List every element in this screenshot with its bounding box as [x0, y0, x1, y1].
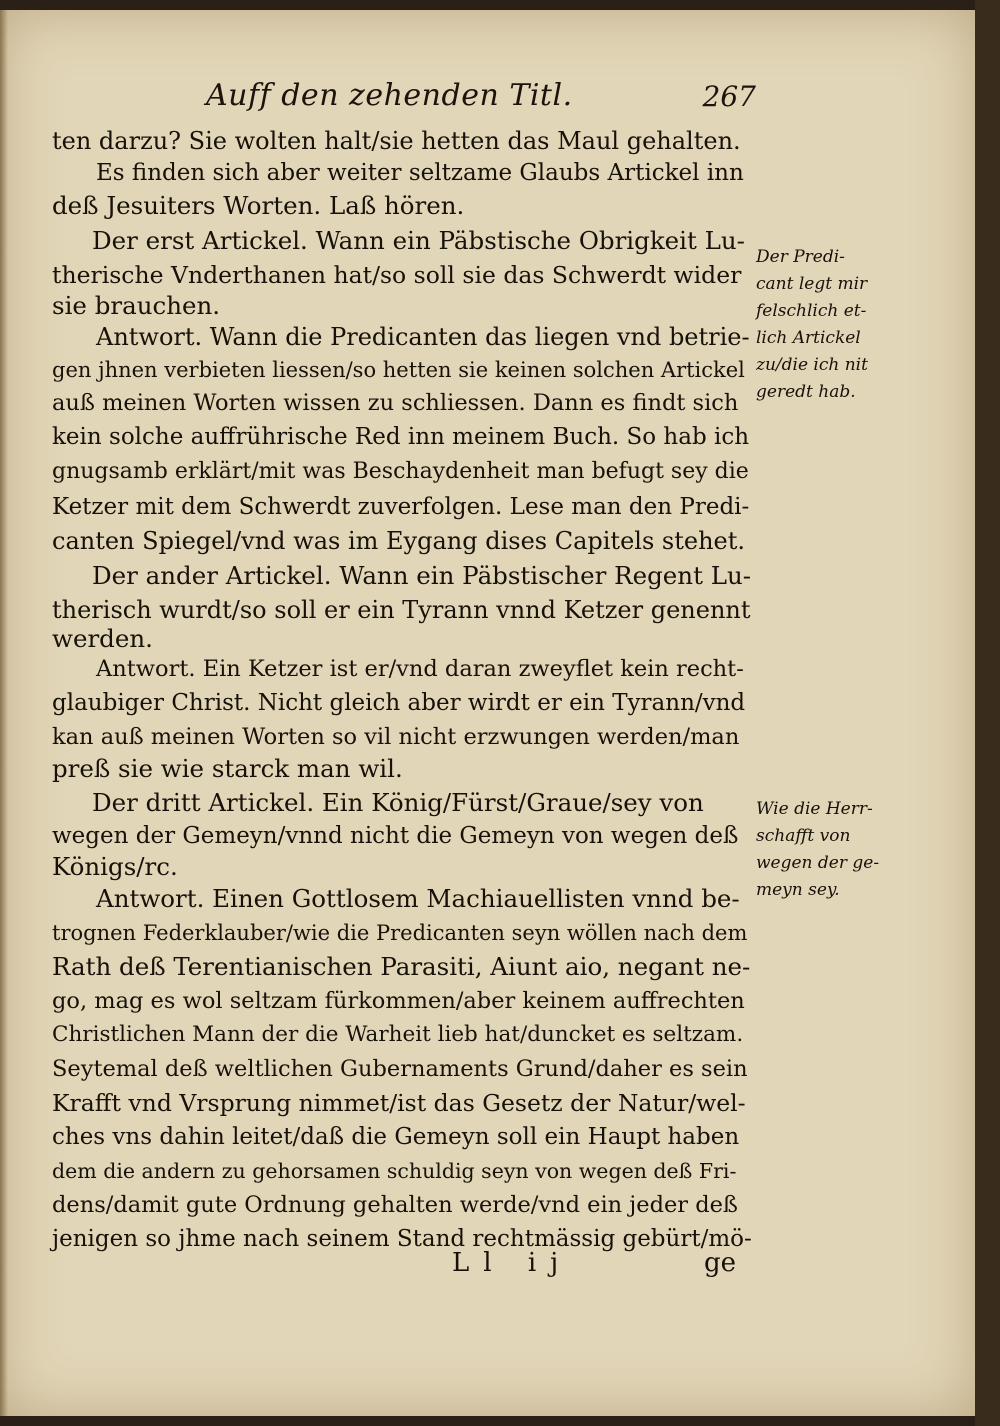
running-title: Auff den zehenden Titl.	[206, 78, 573, 113]
marginal-note-line: Der Predi-	[756, 247, 845, 267]
text-line: ches vns dahin leitet/daß die Gemeyn soll ein Haupt haben	[52, 1124, 740, 1150]
marginal-note-line: wegen der ge-	[756, 853, 880, 873]
text-line: Der ander Artickel. Wann ein Päbstischer Regent Lu-	[92, 561, 752, 590]
text-line: gnugsamb erklärt/mit was Beschaydenheit man befugt sey die	[52, 459, 749, 484]
text-line: dem die andern zu gehorsamen schuldig seyn von wegen deß Fri-	[52, 1159, 737, 1183]
text-line: Krafft vnd Vrsprung nimmet/ist das Gesetz der Natur/wel-	[52, 1089, 746, 1117]
text-line: Antwort. Wann die Predicanten das liegen vnd betrie-	[96, 323, 750, 351]
text-line: Der erst Artickel. Wann ein Päbstische Obrigkeit Lu-	[92, 226, 745, 255]
scan-background-edge	[975, 0, 1000, 1426]
text-line: therische Vnderthanen hat/so soll sie das Schwerdt wider	[52, 261, 742, 289]
text-line: sie brauchen.	[52, 291, 221, 320]
marginal-note-line: cant legt mir	[756, 274, 868, 294]
page-header	[60, 74, 760, 124]
text-line: Seytemal deß weltlichen Gubernaments Grund/daher es sein	[52, 1056, 748, 1082]
text-line: Ketzer mit dem Schwerdt zuverfolgen. Lese man den Predi-	[52, 494, 750, 520]
text-line: go, mag es wol seltzam fürkommen/aber keinem auffrechten	[52, 988, 745, 1014]
text-line: wegen der Gemeyn/vnnd nicht die Gemeyn von wegen deß	[52, 823, 739, 849]
text-line: glaubiger Christ. Nicht gleich aber wirdt er ein Tyrann/vnd	[52, 690, 746, 716]
text-line: canten Spiegel/vnd was im Eygang dises Capitels stehet.	[52, 527, 745, 555]
marginal-note-line: schafft von	[756, 826, 851, 846]
text-line: ten darzu? Sie wolten halt/sie hetten das Maul gehalten.	[52, 127, 741, 155]
text-line: auß meinen Worten wissen zu schliessen. Dann es findt sich	[52, 390, 739, 416]
text-line: jenigen so jhme nach seinem Stand rechtmässig gebürt/mö-	[52, 1226, 752, 1252]
text-line: gen jhnen verbieten liessen/so hetten sie keinen solchen Artickel	[52, 358, 745, 382]
text-line: kein solche auffrührische Red inn meinem Buch. So hab ich	[52, 424, 750, 450]
signature-mark: Ll ij	[452, 1248, 573, 1278]
page-gutter-shadow	[0, 10, 8, 1416]
marginal-note-line: zu/die ich nit	[756, 355, 868, 375]
text-line: Der dritt Artickel. Ein König/Fürst/Graue/sey von	[92, 788, 704, 817]
text-line: dens/damit gute Ordnung gehalten werde/vnd ein jeder deß	[52, 1192, 738, 1218]
marginal-note-line: Wie die Herr-	[756, 799, 873, 819]
marginal-note-line: meyn sey.	[756, 880, 840, 900]
marginal-note-line: geredt hab.	[756, 382, 856, 402]
text-line: Antwort. Ein Ketzer ist er/vnd daran zweyflet kein recht-	[96, 656, 744, 682]
marginal-note-line: lich Artickel	[756, 328, 861, 348]
marginal-note	[756, 796, 906, 904]
text-line: trognen Federklauber/wie die Predicanten seyn wöllen nach dem	[52, 921, 748, 945]
text-line: therisch wurdt/so soll er ein Tyrann vnnd Ketzer genennt	[52, 596, 751, 624]
marginal-note-line: felschlich et-	[756, 301, 867, 321]
text-line: Christlichen Mann der die Warheit lieb hat/duncket es seltzam.	[52, 1022, 744, 1047]
text-line: Antwort. Einen Gottlosem Machiauellisten vnnd be-	[96, 884, 740, 913]
marginal-note	[756, 244, 906, 406]
text-line: werden.	[52, 624, 153, 653]
text-line: Es finden sich aber weiter seltzame Glaubs Artickel inn	[96, 160, 744, 186]
text-line: kan auß meinen Worten so vil nicht erzwungen werden/man	[52, 724, 740, 750]
text-line: deß Jesuiters Worten. Laß hören.	[52, 191, 465, 220]
page-number: 267	[702, 80, 756, 113]
book-page	[0, 10, 975, 1416]
text-line: Rath deß Terentianischen Parasiti, Aiunt aio, negant ne-	[52, 952, 751, 981]
catchword: ge	[704, 1248, 737, 1278]
text-line: preß sie wie starck man wil.	[52, 754, 403, 783]
text-line: Königs/rc.	[52, 852, 178, 881]
